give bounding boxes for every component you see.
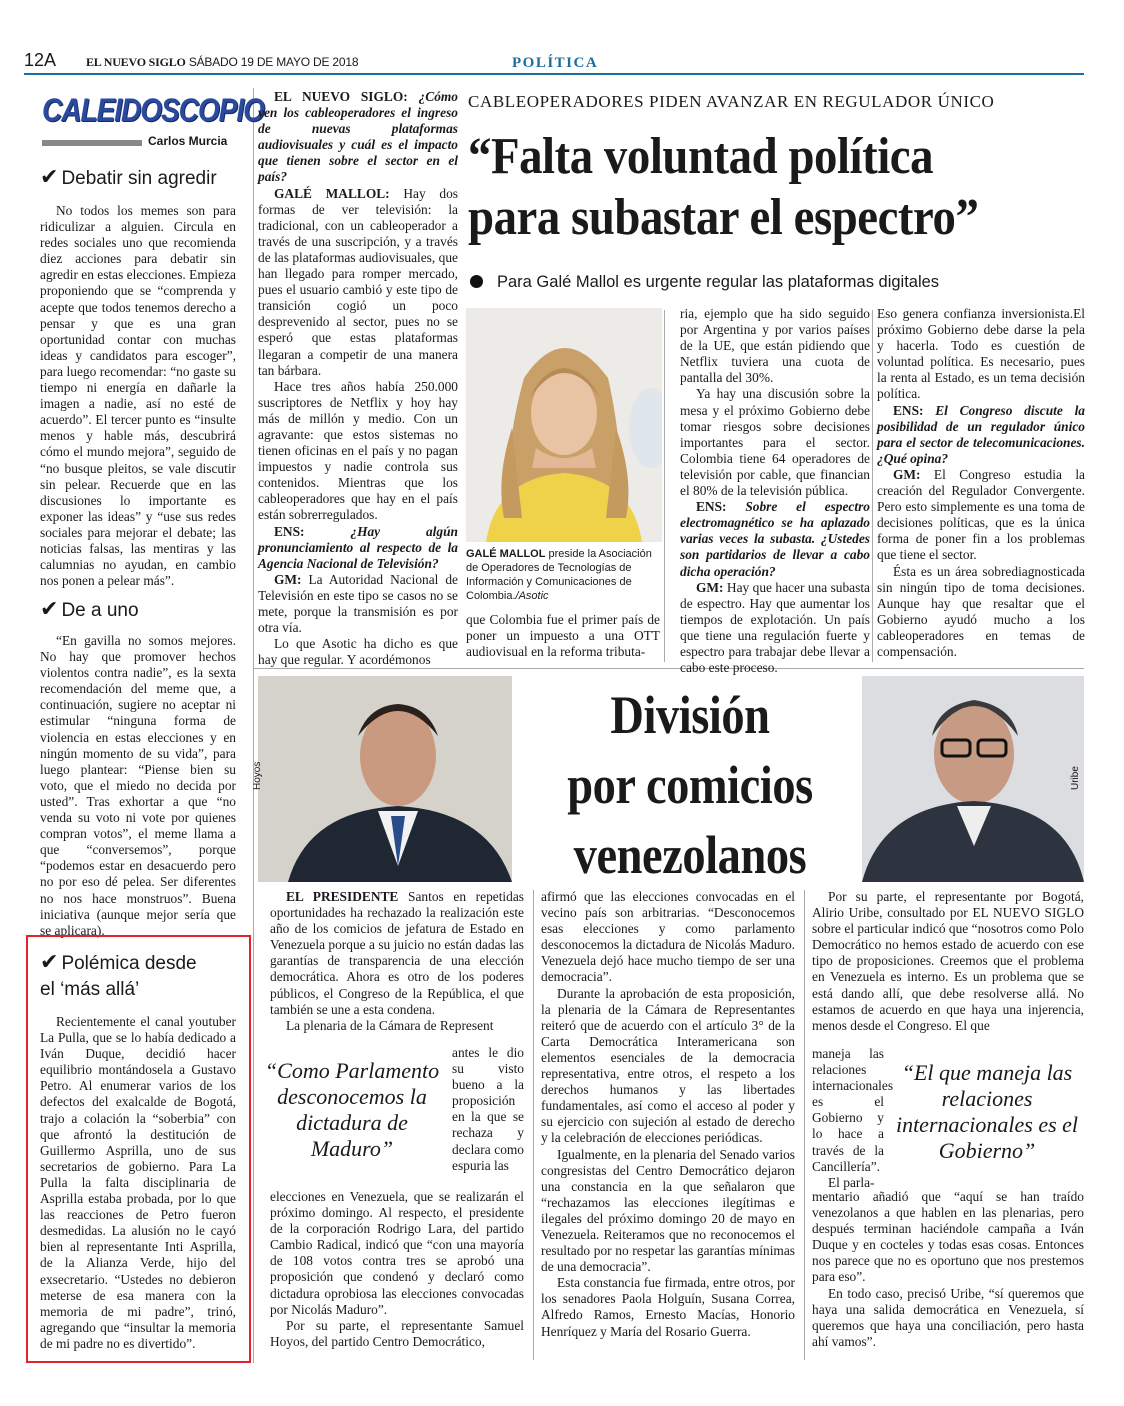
portrait-illustration (862, 676, 1084, 882)
article1-col2: que Colombia fue el primer país de poner un impuesto a una OTT audiovisual en la reforma tributa- (466, 612, 660, 660)
photo-label: Hoyos (252, 761, 263, 790)
article-headline: “Falta voluntad política para subastar el espectro” (468, 128, 979, 246)
column-divider (253, 88, 254, 673)
sidebar-heading: ✔ Debatir sin agredir (40, 164, 217, 189)
column-title: CALEIDOSCOPIO (42, 92, 264, 128)
photo-caption: GALÉ MALLOL preside la Asociación de Operadores de Tecnologías de Información y Comunicaciones de Colombia./Asotic (466, 548, 652, 602)
column-divider (664, 310, 665, 662)
column-divider (804, 890, 805, 1360)
article-headline: División por comicios venezolanos (567, 685, 813, 885)
title-bar (42, 140, 142, 146)
column-author: Carlos Murcia (148, 134, 228, 148)
checkmark-icon: ✔ (40, 164, 59, 189)
column-divider (872, 310, 873, 662)
portrait-illustration (466, 308, 662, 542)
article2-col2: afirmó que las elecciones convocadas en el vecino país son arbitrarias. “Desconocemos esas elecciones y como parlamento desconocemos la dictadura de Nicolás Maduro. Venezuela dejó hace mucho tiempo de ser una democracia”. Durante la aprobación de esta proposición, la plenaria de la Cámara de Representantes reiteró que de acuerdo con el artículo 3° de la Carta Democrática Interamericana son elementos esenciales de la democracia representativa, entre otros, el respeto a los derechos humanos y las libertades fundamentales, así como el acceso al poder y su ejercicio con sujeción al estado de derecho y la celebración de elecciones periódicas. Igualmente, en la plenaria del Senado varios congresistas del Centro Democrático dejaron una constancia en la que señalaron que “rechazamos las elecciones ilegítimas e ilegales del próximo domingo 20 de mayo en Venezuela. Reiteramos que no reconocemos el resultado por no respetar las garantías mínimas de una democracia”. Esta constancia fue firmada, entre otros, por los senadores Paola Holguín, Susana Correa, Alfredo Ramos, Ernesto Macías, Honorio Henríquez y María del Rosario Guerra. (541, 889, 795, 1339)
issue-date: SÁBADO 19 DE MAYO DE 2018 (188, 55, 359, 69)
photo-hoyos (258, 676, 512, 882)
checkmark-icon: ✔ (40, 949, 59, 974)
article1-col1: EL NUEVO SIGLO: ¿Cómo ven los cableoperadores el ingreso de nuevas plataformas audiovisuales y cuál es el impacto que tienen sobre el sector en el país? GALÉ MALLOL: Hay dos formas de ver televisión: la tradicional, con un cableoperador a través de una suscripción, y a través de las plataformas audiovisuales, que han llegado para romper mercado, pues el usuario cambió y este tipo de transición cogió un poco desprevenido al sector, pues no se esperó que estas plataformas llegaran a competir de una manera tan bárbara. Hace tres años había 250.000 suscriptores de Netflix y hoy hay más de millón y medio. Con un agravante: que estos sistemas no tienen oficinas en el país y no pagan impuestos y nadie controla sus contenidos. Mientras que los cableoperadores que hay en el país están sobrerregulados. ENS: ¿Hay algún pronunciamiento al respecto de la Agencia Nacional de Televisión? GM: La Autoridad Nacional de Televisión en este tipo se casos no se mete, porque la transmisión es por otra vía. Lo que Asotic ha dicho es que hay que regular. Y acordémonos (258, 89, 459, 668)
article2-col1: EL PRESIDENTE Santos en repetidas oportunidades ha rechazado la realización este año de los comicios de jefatura de Estado en Venezuela porque a su juicio no están dadas las garantías de transparencia de una elección democrática. Ahora es otro de los poderes públicos, el Congreso de la República, el que también se une a esta condena. La plenaria de la Cámara de Represent (270, 889, 524, 1033)
pull-quote: “Como Parlamento desconocemos la dictadura de Maduro” (264, 1058, 440, 1161)
sidebar-body: No todos los memes son para ridiculizar a alguien. Circula en redes sociales uno que recomienda diez acciones para debatir sin agredir en estas elecciones. Empieza proponiendo que se “comprenda y acepte que todos tenemos derecho a pensar y que es una gran oportunidad contar con muchas ideas y candidatos para escoger”, para luego recomendar: “no gaste su tiempo ni energía en dañarle la imagen a nadie, así no esté de acuerdo”. El tercer punto es “insulte menos y hable más, descubrirá cómo el mundo mejora”, seguido de “no busque pleitos, se vale discutir sin pelear. Recuerde que en las discusiones lo importante es exponer las ideas” y “use sus redes sociales para mejorar el debate; las noticias falsas, las mentiras y las calumnias no ayudan, en cambio nos ponen a pelear más”. (40, 203, 236, 589)
article2-col1-narrow: antes le dio su visto bueno a la proposición en la que se rechaza y declara como espuria las (452, 1045, 524, 1173)
article1-col3: ria, ejemplo que ha sido seguido por Argentina y por varios países de la UE, que están pidiendo que Netflix tuviera una cuota de pantalla del 30%. Ya hay una discusión sobre la mesa y el próximo Gobierno debe tomar riesgos sobre decisiones importantes para el sector. Colombia tiene 64 operadores de televisión por cable, que financian el 80% de la televisión pública. ENS: Sobre el espectro electromagnético se ha aplazado varias veces la subasta. ¿Ustedes son partidarios de llevar a cabo dicha operación? GM: Hay que hacer una subasta de espectro. Hay que aumentar los tiempos de explotación. Un país que tiene una regulación fuerte y espectro para trabajar debe llevar a cabo este proceso. (680, 306, 870, 676)
article2-col3: Por su parte, el representante por Bogotá, Alirio Uribe, consultado por EL NUEVO SIGLO sobre el particular indicó que “nosotros como Polo Democrático no hemos estado de acuerdo con ese tipo de proposiciones. Creemos que el problema en Venezuela es interno. Es un problema que se está dando allí, que debe resolverse allá. No estamos de acuerdo en que haya una injerencia, menos desde el Congreso. El que (812, 889, 1084, 1033)
pull-quote: “El que maneja las relaciones internacionales es el Gobierno” (895, 1060, 1079, 1163)
article-kicker: CABLEOPERADORES PIDEN AVANZAR EN REGULADOR ÚNICO (468, 92, 995, 111)
article2-col3-cont: mentario añadió que “aquí se han traído venezolanos a que hablen en las plenarias, pero después terminan haciéndole campaña a Iván Duque y en cocteles y todas esas cosas. Entonces nos parece que no es oportuno que nos prestemos para eso”. En todo caso, precisó Uribe, “sí queremos que haya una salida democrática en Venezuela, sí queremos que haya una conciliación, pero hasta ahí vamos”. (812, 1189, 1084, 1349)
article2-col1-cont: elecciones en Venezuela, que se realizarán el próximo domingo. Al respecto, el presidente de la corporación Rodrigo Lara, del partido Cambio Radical, indicó que “con una mayoría de 108 votos contra tres se aprobó una proposición que condenó y declaró como dictadura oprobiosa las elecciones convocadas por Nicolás Maduro”. Por su parte, el representante Samuel Hoyos, del partido Centro Democrático, (270, 1189, 524, 1349)
article1-col4: Eso genera confianza inversionista.El próximo Gobierno debe darse la pela y hacerla. Todo es cuestión de voluntad política. Es necesario, pues la renta al Estado, es un tema decisión política. ENS: El Congreso discute la posibilidad de un regulador único para el sector de telecomunicaciones. ¿Qué opina? GM: El Congreso estudia la creación del Regulador Convergente. Pero esto simplemente es una toma de decisiones políticas, que es la única forma de poner fin a los problemas que tiene el sector. Ésta es un área sobrediagnosticada sin ningún tipo de toma decisiones. Aunque hay que resaltar que el Gobierno ayudó mucho a los cableoperadores en temas de compensación. (877, 306, 1085, 659)
page-number: 12A (24, 50, 57, 70)
article2-col3-narrow: maneja las relaciones internacionales es el Gobierno y lo hace a través de la Cancillería”. El parla- (812, 1046, 894, 1190)
photo-uribe (862, 676, 1084, 882)
section-title: POLÍTICA (512, 55, 599, 71)
article-subhead: Para Galé Mallol es urgente regular las plataformas digitales (470, 273, 939, 292)
sidebar-heading: ✔ De a uno (40, 596, 139, 621)
sidebar-body: Recientemente el canal youtuber La Pulla, que se lo había dedicado a Iván Duque, decidió hacer equilibrio montándosela a Gustavo Petro. Al enumerar varios de los defectos del exalcalde de Bogotá, trajo a colación la “soberbia” con que afrontó la destitución de Guillermo Asprilla, uno de sus secretarios de gobierno. Para La Pulla la falta disciplinaria de Asprilla estaba probada, por lo que las reacciones de Petro fueron desmedidas. La alusión no le cayó bien al representante Inti Asprilla, de la Alianza Verde, hijo del exsecretario. “Ustedes no debieron meterse de esa manera con la memoria de mi padre”, trinó, agregando que “insultar la memoria de mi padre no es divertido”. (40, 1014, 236, 1351)
masthead-name: EL NUEVO SIGLO (86, 55, 186, 69)
bullet-icon (470, 275, 483, 288)
photo-label: Uribe (1070, 766, 1081, 790)
folio-masthead (86, 55, 358, 70)
sidebar-heading: ✔ Polémica desde el ‘más allá’ (40, 949, 197, 1000)
sidebar-body: “En gavilla no somos mejores. No hay que promover hechos violentos contra nadie”, es la sexta recomendación del meme que, a continuación, sugiere no aceptar ni estimular “ninguna forma de violencia en estas elecciones y en ningún momento de su vida”, para luego plantear: “Piense bien su voto, que el miedo no decida por usted”. Tras exhortar a que “no venda su voto ni vote por quienes compran votos”, el meme llama a que “conversemos”, porque “podemos estar en desacuerdo pero no por eso dé pelea. Ser diferentes no nos hace monstruos”. Buena iniciativa (aunque mejor sería que se aplicara). (40, 633, 236, 938)
column-divider (533, 890, 534, 1360)
portrait-illustration (258, 676, 512, 882)
photo-gale-mallol (466, 308, 662, 542)
checkmark-icon: ✔ (40, 596, 59, 621)
header-rule (24, 73, 1084, 75)
